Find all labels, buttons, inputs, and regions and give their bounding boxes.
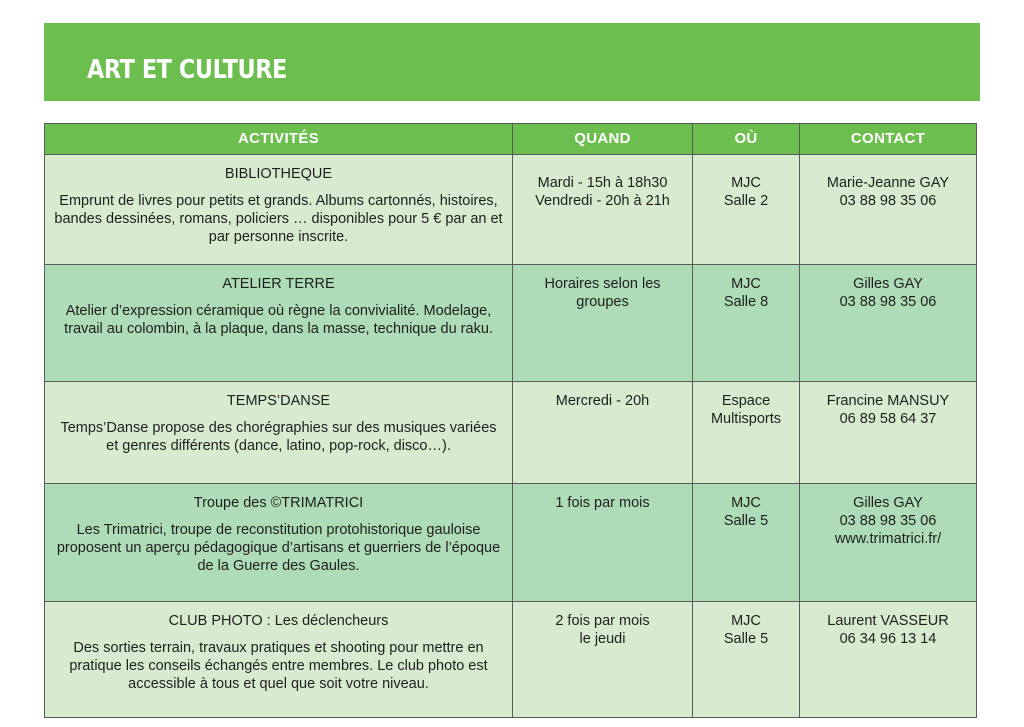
when-line: le jeudi [579,631,626,647]
column-header-contact: CONTACT [800,124,977,155]
where-cell [693,155,800,265]
when-cell [513,382,693,484]
table-row [45,265,977,382]
activity-cell [45,602,513,718]
where-line: Salle 5 [723,513,769,529]
where-line: Espace [721,393,771,409]
section-banner [44,23,980,101]
contact-name: Gilles GAY [853,495,923,511]
activity-title: TEMPS’DANSE [226,393,331,409]
when-line: groupes [576,294,629,310]
column-header-quand: QUAND [513,124,693,155]
when-cell [513,602,693,718]
where-cell [693,265,800,382]
where-line: Multisports [710,411,782,427]
when-line: 1 fois par mois [555,495,650,511]
when-cell [513,265,693,382]
where-line: MJC [731,495,761,511]
when-line: Mercredi - 20h [555,393,650,409]
where-line: Salle 2 [723,193,769,209]
contact-cell [800,265,977,382]
activity-cell [45,484,513,602]
contact-name: Laurent VASSEUR [827,613,949,629]
contact-cell [800,484,977,602]
when-line: Horaires selon les [544,276,661,292]
activity-cell [45,382,513,484]
contact-name: Francine MANSUY [826,393,950,409]
contact-name: Gilles GAY [853,276,923,292]
contact-phone: 06 89 58 64 37 [839,411,937,427]
contact-name: Marie-Jeanne GAY [826,175,950,191]
where-cell [693,382,800,484]
table-row [45,382,977,484]
when-line: Vendredi - 20h à 21h [535,193,670,209]
when-cell [513,484,693,602]
where-line: MJC [731,276,761,292]
column-header-ou: OÙ [693,124,800,155]
contact-cell [800,155,977,265]
activity-description: Atelier d’expression céramique où règne la convivialité. Modelage, travail au colombin, à la plaque, dans la masse, technique du raku. [64,303,493,337]
where-cell [693,484,800,602]
when-line: Mardi - 15h à 18h30 [537,175,668,191]
activity-cell [45,265,513,382]
where-line: Salle 5 [723,631,769,647]
contact-phone: 06 34 96 13 14 [839,631,937,647]
contact-phone: 03 88 98 35 06 [839,294,937,310]
table-header-row [45,124,977,155]
where-line: MJC [731,175,761,191]
activity-description: Emprunt de livres pour petits et grands. Albums cartonnés, histoires, bandes dessinées, romans, policiers … disponibles pour 5 € par an et par personne inscrite. [54,193,503,245]
column-header-activites: ACTIVITÉS [45,124,513,155]
activity-title: CLUB PHOTO : Les déclencheurs [168,613,389,629]
activities-table [44,123,977,718]
where-line: MJC [731,613,761,629]
activity-description: Des sorties terrain, travaux pratiques et shooting pour mettre en pratique les conseils échangés entre membres. Le club photo est accessible à tous et quel que soit votre niveau. [69,640,488,692]
activity-description: Les Trimatrici, troupe de reconstitution protohistorique gauloise proposent un aperçu pédagogique d’artisans et guerriers de l’époque de la Guerre des Gaules. [56,522,501,574]
contact-cell [800,382,977,484]
activity-cell [45,155,513,265]
when-cell [513,155,693,265]
contact-phone: 03 88 98 35 06 [839,193,937,209]
activity-title: Troupe des ©TRIMATRICI [193,495,364,511]
activity-title: BIBLIOTHEQUE [224,166,333,182]
table-row [45,484,977,602]
activity-description: Temps’Danse propose des chorégraphies sur des musiques variées et genres différents (dance, latino, pop-rock, disco…). [60,420,497,454]
page-title: ART ET CULTURE [87,55,287,85]
contact-cell [800,602,977,718]
activity-title: ATELIER TERRE [222,276,335,292]
contact-phone: 03 88 98 35 06 [839,513,937,529]
where-cell [693,602,800,718]
table-row [45,155,977,265]
table-row [45,602,977,718]
where-line: Salle 8 [723,294,769,310]
contact-website: www.trimatrici.fr/ [834,531,942,547]
when-line: 2 fois par mois [555,613,650,629]
